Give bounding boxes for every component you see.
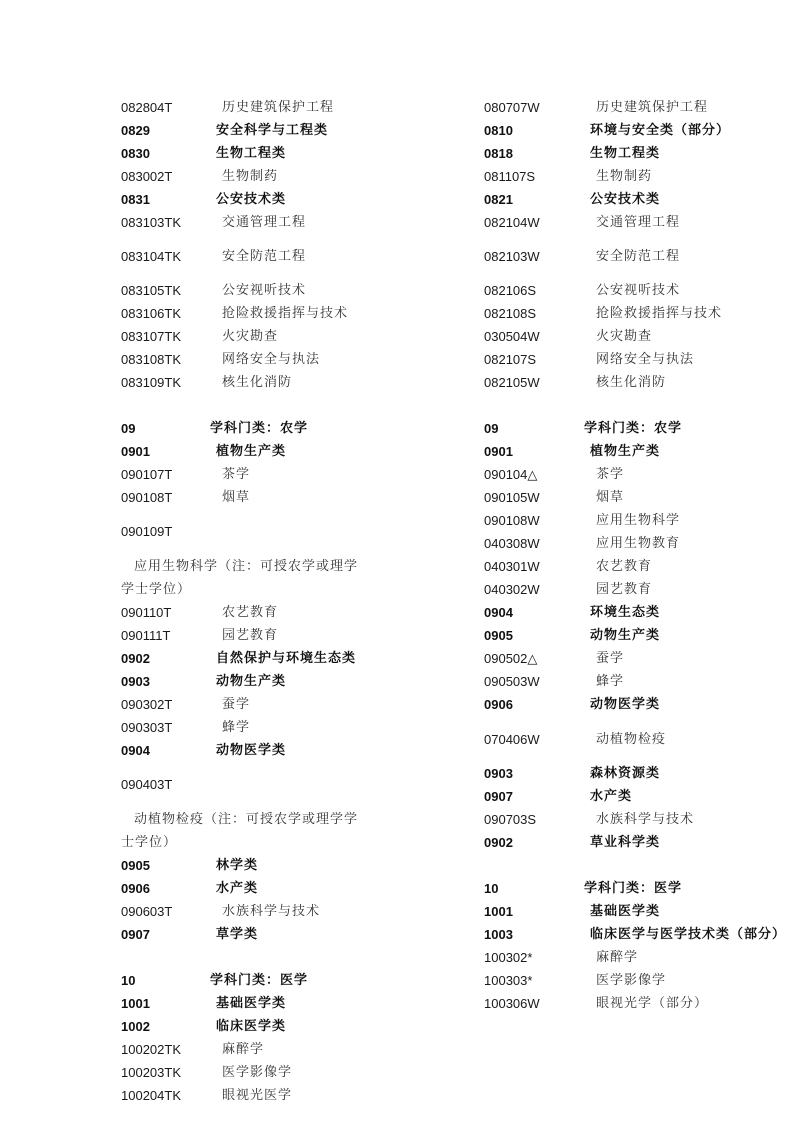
major-name: 麻醉学: [222, 1042, 265, 1057]
major-code: 083109TK: [121, 375, 181, 390]
major-code: 040302W: [484, 582, 540, 597]
major-code: 083002T: [121, 169, 173, 184]
major-code: 090109T: [121, 524, 173, 539]
major-name: 蚕学: [596, 651, 625, 666]
major-name: 安全防范工程: [222, 249, 307, 264]
major-code: 082105W: [484, 375, 540, 390]
catalog-row: [484, 716, 794, 762]
major-code: 0831: [121, 192, 150, 207]
major-name: 历史建筑保护工程: [596, 100, 709, 115]
major-class-name: 动物医学类: [590, 697, 661, 712]
major-class-name: 基础医学类: [590, 904, 661, 919]
catalog-row: [121, 992, 471, 1015]
major-name: 网络安全与执法: [596, 352, 695, 367]
major-name: 医学影像学: [222, 1065, 293, 1080]
major-name: 园艺教育: [222, 628, 279, 643]
major-class-name: 公安技术类: [216, 192, 287, 207]
major-name: 麻醉学: [596, 950, 639, 965]
catalog-row: [121, 716, 471, 739]
catalog-row: [121, 279, 471, 302]
major-code: 100202TK: [121, 1042, 181, 1057]
major-code: 082106S: [484, 283, 537, 298]
catalog-row: [484, 670, 794, 693]
catalog-row: [121, 440, 471, 463]
major-name: 动植物检疫: [596, 731, 667, 747]
catalog-row: [484, 211, 794, 234]
major-name: 水族科学与技术: [222, 904, 321, 919]
major-class-name: 水产类: [590, 789, 633, 804]
catalog-row: [121, 877, 471, 900]
major-code: 1003: [484, 927, 513, 942]
major-name: 安全防范工程: [596, 249, 681, 264]
catalog-row: [484, 440, 794, 463]
major-name: 历史建筑保护工程: [222, 100, 335, 115]
major-class-name: 林学类: [216, 858, 259, 873]
major-code: 100302*: [484, 950, 533, 965]
major-code: 1002: [121, 1019, 150, 1034]
catalog-row: [121, 670, 471, 693]
major-code: 090111T: [121, 628, 171, 643]
major-name: 水族科学与技术: [596, 812, 695, 827]
major-name: 烟草: [596, 490, 625, 505]
major-name: 火灾勘查: [222, 329, 279, 344]
catalog-row: [484, 578, 794, 601]
catalog-row: [484, 486, 794, 509]
major-code: 09: [484, 421, 499, 436]
catalog-row: [484, 417, 794, 440]
major-code: 10: [484, 881, 499, 896]
catalog-row: [484, 923, 794, 946]
catalog-row: [121, 1015, 471, 1038]
catalog-row: [121, 417, 471, 440]
discipline-category: 学科门类：医学: [584, 881, 683, 896]
major-class-name: 草业科学类: [590, 835, 661, 850]
catalog-row: [484, 532, 794, 555]
major-code: 0907: [484, 789, 513, 804]
catalog-row: [121, 245, 471, 268]
major-name: 园艺教育: [596, 582, 653, 597]
major-name: 抢险救援指挥与技术: [222, 306, 349, 321]
major-name: 烟草: [222, 490, 251, 505]
major-code: 083108TK: [121, 352, 181, 367]
major-name: 蜂学: [222, 720, 251, 735]
major-code: 080707W: [484, 100, 540, 115]
major-class-name: 生物工程类: [590, 146, 661, 161]
catalog-row: [121, 969, 471, 992]
major-class-name: 动物生产类: [216, 674, 287, 689]
major-name: 农艺教育: [222, 605, 279, 620]
major-code: 083103TK: [121, 215, 181, 230]
major-code: 082804T: [121, 100, 173, 115]
catalog-row: [484, 946, 794, 969]
catalog-row: [121, 1061, 471, 1084]
catalog-row: [121, 1038, 471, 1061]
major-code: 070406W: [484, 731, 540, 747]
catalog-row: [484, 96, 794, 119]
catalog-row: [121, 211, 471, 234]
major-name: 生物制药: [222, 169, 279, 184]
discipline-category: 学科门类：农学: [584, 421, 683, 436]
major-code: 083105TK: [121, 283, 181, 298]
major-code: 090107T: [121, 467, 173, 482]
catalog-row: [484, 555, 794, 578]
major-name: 动植物检疫（注：可授农学或理学学士学位）: [121, 812, 359, 850]
catalog-row: [484, 348, 794, 371]
major-code: 0818: [484, 146, 513, 161]
catalog-row: [484, 601, 794, 624]
discipline-category: 学科门类：医学: [210, 973, 309, 988]
major-code: 0901: [484, 444, 513, 459]
catalog-row: [121, 371, 471, 394]
major-name: 眼视光医学: [222, 1088, 293, 1103]
major-code: 090603T: [121, 904, 173, 919]
major-code: 090302T: [121, 697, 173, 712]
major-class-name: 动物医学类: [216, 743, 287, 758]
major-code: 0906: [121, 881, 150, 896]
major-code: 090105W: [484, 490, 540, 505]
major-code: 0821: [484, 192, 513, 207]
catalog-row: [121, 1084, 471, 1107]
old-catalog-column: [121, 96, 471, 1107]
major-name: 交通管理工程: [222, 215, 307, 230]
catalog-row: [121, 762, 471, 854]
major-code: 0905: [484, 628, 513, 643]
major-class-name: 公安技术类: [590, 192, 661, 207]
major-code: 0829: [121, 123, 150, 138]
major-code: 0907: [121, 927, 150, 942]
major-class-name: 植物生产类: [590, 444, 661, 459]
major-class-name: 环境与安全类（部分）: [590, 123, 731, 138]
catalog-row: [484, 785, 794, 808]
catalog-row: [121, 923, 471, 946]
catalog-row: [121, 624, 471, 647]
catalog-row: [121, 142, 471, 165]
major-code: 100303*: [484, 973, 533, 988]
catalog-row: [484, 509, 794, 532]
major-class-name: 草学类: [216, 927, 259, 942]
catalog-row: [484, 188, 794, 211]
major-code: 083104TK: [121, 249, 181, 264]
major-name: 公安视听技术: [222, 283, 307, 298]
major-code: 090403T: [121, 777, 173, 792]
major-code: 0902: [484, 835, 513, 850]
major-name: 眼视光学（部分）: [596, 996, 709, 1011]
major-code: 030504W: [484, 329, 540, 344]
catalog-row: [121, 486, 471, 509]
major-name: 医学影像学: [596, 973, 667, 988]
catalog-row: [484, 279, 794, 302]
catalog-row: [484, 325, 794, 348]
major-name: 蜂学: [596, 674, 625, 689]
major-class-name: 基础医学类: [216, 996, 287, 1011]
catalog-row: [121, 302, 471, 325]
major-name: 公安视听技术: [596, 283, 681, 298]
catalog-row: [484, 165, 794, 188]
major-code: 083106TK: [121, 306, 181, 321]
major-name: 生物制药: [596, 169, 653, 184]
major-name: 茶学: [596, 467, 625, 482]
catalog-row: [121, 463, 471, 486]
major-code: 090703S: [484, 812, 537, 827]
catalog-row: [484, 624, 794, 647]
major-class-name: 临床医学类: [216, 1019, 287, 1034]
major-code: 040301W: [484, 559, 540, 574]
major-name: 农艺教育: [596, 559, 653, 574]
major-code: 10: [121, 973, 136, 988]
catalog-row: [484, 762, 794, 785]
catalog-row: [121, 165, 471, 188]
major-code: 090503W: [484, 674, 540, 689]
catalog-row: [484, 900, 794, 923]
catalog-row: [121, 739, 471, 762]
major-name: 核生化消防: [222, 375, 293, 390]
major-code: 100203TK: [121, 1065, 181, 1080]
major-name: 蚕学: [222, 697, 251, 712]
catalog-row: [121, 900, 471, 923]
catalog-row: [484, 808, 794, 831]
major-name: 应用生物科学: [596, 513, 681, 528]
major-code: 040308W: [484, 536, 540, 551]
major-name: 应用生物科学（注：可授农学或理学学士学位）: [121, 559, 359, 597]
major-class-name: 植物生产类: [216, 444, 287, 459]
catalog-row: [484, 245, 794, 268]
catalog-row: [121, 119, 471, 142]
catalog-row: [121, 693, 471, 716]
catalog-row: [121, 325, 471, 348]
major-class-name: 水产类: [216, 881, 259, 896]
major-class-name: 临床医学与医学技术类（部分）: [590, 927, 787, 942]
catalog-row: [121, 348, 471, 371]
major-code: 082104W: [484, 215, 540, 230]
catalog-row: [484, 119, 794, 142]
catalog-row: [484, 463, 794, 486]
major-code: 090303T: [121, 720, 173, 735]
major-code: 0904: [484, 605, 513, 620]
major-code: 0906: [484, 697, 513, 712]
catalog-row: [121, 647, 471, 670]
major-name: 茶学: [222, 467, 251, 482]
major-class-name: 环境生态类: [590, 605, 661, 620]
major-class-name: 自然保护与环境生态类: [216, 651, 357, 666]
discipline-category: 学科门类：农学: [210, 421, 309, 436]
major-code: 1001: [484, 904, 513, 919]
catalog-row: [121, 509, 471, 601]
major-code: 090108T: [121, 490, 173, 505]
catalog-row: [484, 302, 794, 325]
catalog-row: [121, 601, 471, 624]
major-code: 082108S: [484, 306, 537, 321]
major-code: 0830: [121, 146, 150, 161]
major-code: 083107TK: [121, 329, 181, 344]
major-code: 090110T: [121, 605, 172, 620]
catalog-row: [484, 992, 794, 1015]
major-code: 0901: [121, 444, 150, 459]
major-code: 081107S: [484, 169, 536, 184]
major-code: 0905: [121, 858, 150, 873]
major-code: 090104△: [484, 467, 538, 482]
major-name: 核生化消防: [596, 375, 667, 390]
major-code: 09: [121, 421, 136, 436]
major-class-name: 动物生产类: [590, 628, 661, 643]
major-code: 0903: [121, 674, 150, 689]
catalog-row: [484, 647, 794, 670]
major-class-name: 生物工程类: [216, 146, 287, 161]
major-code: 1001: [121, 996, 150, 1011]
major-code: 100204TK: [121, 1088, 181, 1103]
catalog-row: [484, 371, 794, 394]
major-code: 100306W: [484, 996, 540, 1011]
major-class-name: 森林资源类: [590, 766, 661, 781]
catalog-row: [484, 969, 794, 992]
catalog-row: [484, 831, 794, 854]
major-name: 应用生物教育: [596, 536, 681, 551]
catalog-row: [484, 877, 794, 900]
major-code: 0903: [484, 766, 513, 781]
major-name: 网络安全与执法: [222, 352, 321, 367]
catalog-row: [121, 188, 471, 211]
major-code: 082107S: [484, 352, 537, 367]
major-code: 0902: [121, 651, 150, 666]
major-code: 090502△: [484, 651, 538, 666]
catalog-row: [484, 142, 794, 165]
catalog-row: [484, 693, 794, 716]
major-code: 090108W: [484, 513, 540, 528]
major-class-name: 安全科学与工程类: [216, 123, 329, 138]
major-name: 抢险救援指挥与技术: [596, 306, 723, 321]
catalog-row: [121, 854, 471, 877]
new-catalog-column: [484, 96, 794, 1015]
major-code: 082103W: [484, 249, 540, 264]
major-name: 火灾勘查: [596, 329, 653, 344]
major-code: 0904: [121, 743, 150, 758]
major-code: 0810: [484, 123, 513, 138]
catalog-row: [121, 96, 471, 119]
major-name: 交通管理工程: [596, 215, 681, 230]
